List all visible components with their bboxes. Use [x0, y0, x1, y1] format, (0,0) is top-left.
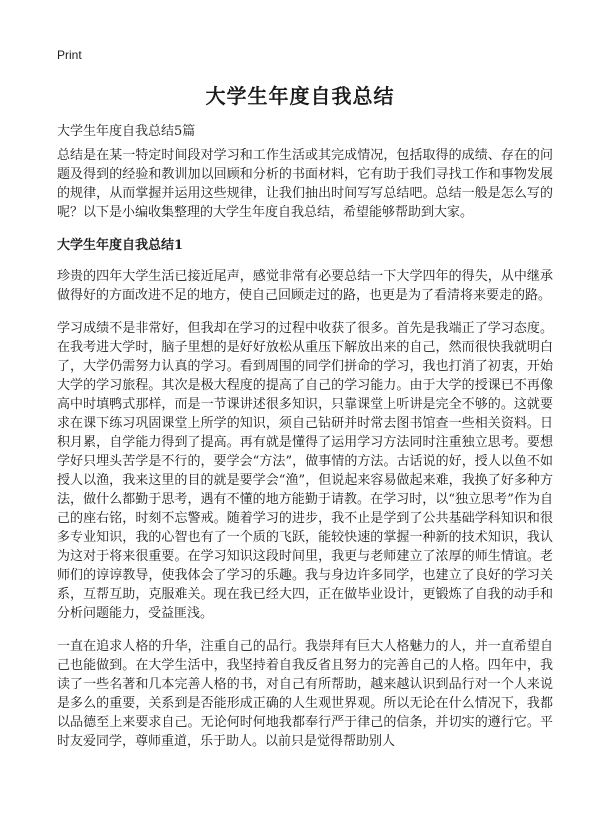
document-subtitle: 大学生年度自我总结5篇 [57, 124, 196, 139]
print-link[interactable]: Print [57, 48, 82, 62]
body-paragraph-1: 珍贵的四年大学生活已接近尾声，感觉非常有必要总结一下大学四年的得失，从中继承做得好的方面改进不足的地方，使自己回顾走过的路，也更是为了看清将来要走的路。 [57, 269, 553, 303]
body-paragraph-3: 一直在追求人格的升华，注重自己的品行。我崇拜有巨大人格魅力的人，并一直希望自己也能做到。在大学生活中，我坚持着自我反省且努力的完善自己的人格。四年中，我读了一些名著和几本完善人格的书，对自己有所帮助，越来越认识到品行对一个人来说是多么的重要，关系到是否能形成正确的人生观世界观。所以无论在什么情况下，我都以品德至上来要求自己。无论何时何地我都奉行严于律己的信条，并切实的遵行它。平时友爱同学，尊师重道，乐于助人。以前只是觉得帮助别人 [57, 639, 553, 749]
intro-paragraph: 总结是在某一特定时间段对学习和工作生活或其完成情况，包括取得的成绩、存在的问题及得到的经验和教训加以回顾和分析的书面材料，它有助于我们寻找工作和事物发展的规律，从而掌握并运用这些规律，让我们抽出时间写写总结吧。总结一般是怎么写的呢？以下是小编收集整理的大学生年度自我总结，希望能够帮助到大家。 [57, 148, 553, 220]
section-heading: 大学生年度自我总结1 [57, 238, 184, 253]
document-title: 大学生年度自我总结 [205, 84, 395, 108]
document-body [57, 146, 553, 765]
body-paragraph-2: 学习成绩不是非常好，但我却在学习的过程中收获了很多。首先是我端正了学习态度。在我考进大学时，脑子里想的是好好放松从重压下解放出来的自己，然而很快我就明白了，大学仍需努力认真的学习。看到周围的同学们拼命的学习，我也打消了初衷，开始大学的学习旅程。其次是极大程度的提高了自己的学习能力。由于大学的授课已不再像高中时填鸭式那样，而是一节课讲述很多知识，只靠课堂上听讲是完全不够的。这就要求在课下练习巩固课堂上所学的知识，须自己钻研并时常去图书馆查一些相关资料。日积月累，自学能力得到了提高。再有就是懂得了运用学习方法同时注重独立思考。要想学好只埋头苦学是不行的，要学会“方法”，做事情的方法。古话说的好，授人以鱼不如授人以渔，我来这里的目的就是要学会“渔”，但说起来容易做起来难，我换了好多种方法，做什么都勤于思考，遇有不懂的地方能勤于请教。在学习时，以“独立思考”作为自己的座右铭，时刻不忘警戒。随着学习的进步，我不止是学到了公共基础学科知识和很多专业知识，我的心智也有了一个质的飞跃，能较快速的掌握一种新的技术知识，我认为这对于将来很重要。在学习知识这段时间里，我更与老师建立了浓厚的师生情谊。老师们的谆谆教导，使我体会了学习的乐趣。我与身边许多同学，也建立了良好的学习关系，互帮互助，克服难关。现在我已经大四，正在做毕业设计，更锻炼了自我的动手和分析问题能力，受益匪浅。 [57, 321, 553, 621]
